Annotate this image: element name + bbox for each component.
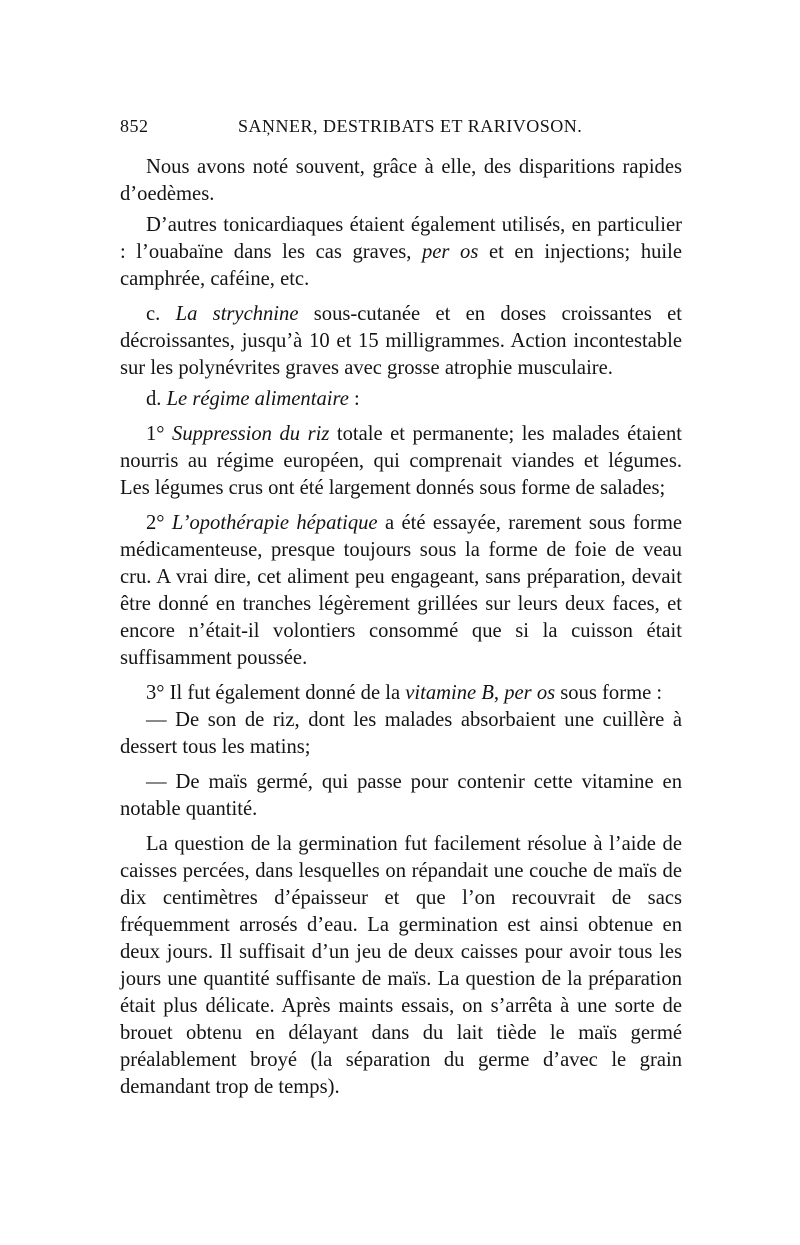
paragraph-oedemes: Nous avons noté souvent, grâce à elle, des disparitions rapides d’oedèmes. (120, 156, 682, 205)
running-title: SAŅNER, DESTRIBATS ET RARIVOSON. (238, 116, 583, 136)
paragraph-suppression-riz: 1° Suppression du riz totale et permanente; les malades étaient nourris au régime européen, qui comprenait viandes et légumes. Les légumes crus ont été largement donnés sous forme de salades; (120, 423, 683, 499)
list-item-mais-germe: — De maïs germé, qui passe pour contenir cette vitamine en notable quantité. (120, 771, 682, 820)
paragraph-germination: La question de la germination fut facilement résolue à l’aide de caisses percées, dans lesquelles on répandait une couche de maïs de dix centimètres d’épaisseur et que l’on recouvrait de sacs fréquemment arrosés d’eau. La germination est ainsi obtenue en deux jours. Il suffisait d’un jeu de deux caisses pour avoir tous les jours une quantité suffisante de maïs. La question de la préparation était plus délicate. Après maints essais, on s’arrêta à une sorte de brouet obtenu en délayant dans du lait tiède le maïs germé préalablement broyé (la séparation du germe d’avec le grain demandant trop de temps). (120, 833, 682, 1098)
paragraph-tonicardiaques: D’autres tonicardiaques étaient également utilisés, en particulier : l’ouabaïne dans les cas graves, per os et en injections; huile camphrée, caféine, etc. (120, 214, 682, 290)
paragraph-vitamine-b: 3° Il fut également donné de la vitamine B, per os sous forme : (146, 682, 663, 704)
body-text (120, 154, 682, 1105)
list-item-son-de-riz: — De son de riz, dont les malades absorbaient une cuillère à dessert tous les matins; (120, 709, 682, 758)
paragraph-strychnine: c. La strychnine sous-cutanée et en doses croissantes et décroissantes, jusqu’à 10 et 15 milligrammes. Action incontestable sur les polynévrites graves avec grosse atrophie musculaire. (120, 303, 682, 379)
paragraph-regime-heading: d. Le régime alimentaire : (146, 388, 360, 410)
page-number: 852 (120, 116, 149, 136)
paragraph-opotherapie: 2° L’opothérapie hépatique a été essayée, rarement sous forme médicamenteuse, presque toujours sous la forme de foie de veau cru. A vrai dire, cet aliment peu engageant, sans préparation, devait être donné en tranches légèrement grillées sur leurs deux faces, et encore n’était-il volontiers consommé que si la cuisson était suffisamment poussée. (120, 512, 682, 669)
